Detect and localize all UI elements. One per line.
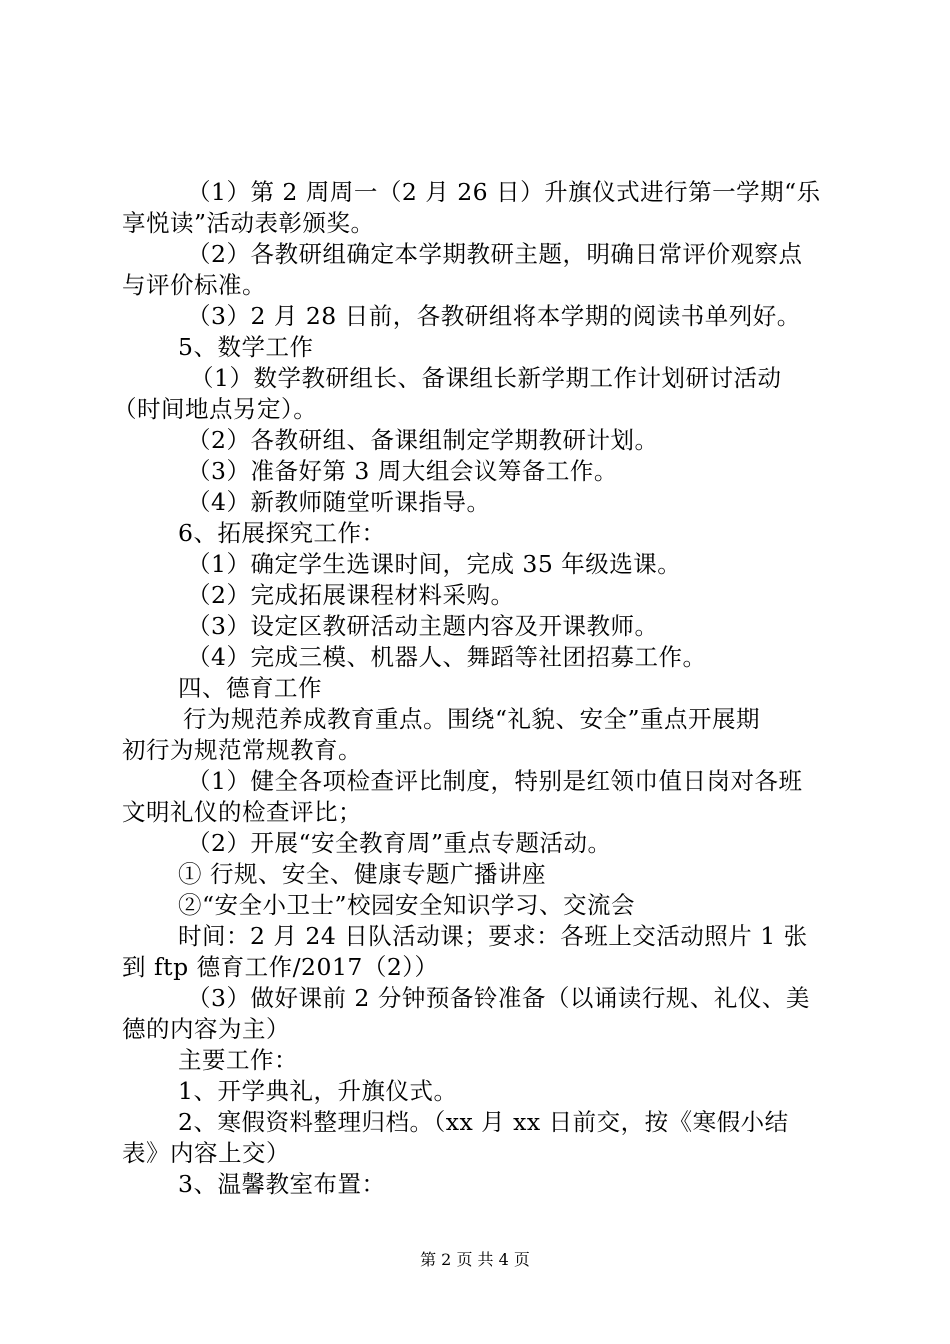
text-line-32: 表》内容上交） <box>122 1139 290 1167</box>
text-line-16: （4）完成三模、机器人、舞蹈等社团招募工作。 <box>187 643 707 671</box>
text-line-5: （3）2 月 28 日前，各教研组将本学期的阅读书单列好。 <box>187 302 801 330</box>
text-line-13: （1）确定学生选课时间，完成 35 年级选课。 <box>187 550 682 578</box>
page-footer: 第 2 页 共 4 页 <box>420 1250 530 1269</box>
text-line-25: 时间：2 月 24 日队活动课；要求：各班上交活动照片 1 张 <box>178 922 808 950</box>
text-line-29: 主要工作： <box>178 1046 298 1074</box>
text-line-23: ① 行规、安全、健康专题广播讲座 <box>178 860 546 888</box>
text-line-30: 1、开学典礼，升旗仪式。 <box>178 1077 458 1105</box>
text-line-2: 享悦读”活动表彰颁奖。 <box>122 209 375 237</box>
text-line-27: （3）做好课前 2 分钟预备铃准备（以诵读行规、礼仪、美 <box>187 984 810 1012</box>
text-line-33: 3、温馨教室布置： <box>178 1170 386 1198</box>
text-line-26: 到 ftp 德育工作/2017（2）） <box>122 953 439 981</box>
section-heading-extension: 6、拓展探究工作： <box>178 519 386 547</box>
text-line-19: 初行为规范常规教育。 <box>122 736 362 764</box>
text-line-22: （2）开展“安全教育周”重点专题活动。 <box>187 829 612 857</box>
text-line-28: 德的内容为主） <box>122 1015 290 1043</box>
text-line-14: （2）完成拓展课程材料采购。 <box>187 581 515 609</box>
text-line-7: （1）数学教研组长、备课组长新学期工作计划研讨活动 <box>190 364 782 392</box>
section-heading-moral: 四、德育工作 <box>178 674 322 702</box>
text-line-31: 2、寒假资料整理归档。（xx 月 xx 日前交，按《寒假小结 <box>178 1108 789 1136</box>
text-line-1: （1）第 2 周周一（2 月 26 日）升旗仪式进行第一学期“乐 <box>187 178 821 206</box>
text-line-21: 文明礼仪的检查评比； <box>122 798 362 826</box>
section-heading-math: 5、数学工作 <box>178 333 314 361</box>
text-line-8: （时间地点另定）。 <box>113 395 318 423</box>
text-line-11: （4）新教师随堂听课指导。 <box>187 488 491 516</box>
text-line-18: 行为规范养成教育重点。围绕“礼貌、安全”重点开展期 <box>183 705 761 733</box>
text-line-24: ②“安全小卫士”校园安全知识学习、交流会 <box>178 891 636 919</box>
text-line-9: （2）各教研组、备课组制定学期教研计划。 <box>187 426 659 454</box>
text-line-4: 与评价标准。 <box>122 271 266 299</box>
text-line-15: （3）设定区教研活动主题内容及开课教师。 <box>187 612 659 640</box>
text-line-10: （3）准备好第 3 周大组会议筹备工作。 <box>187 457 618 485</box>
text-line-3: （2）各教研组确定本学期教研主题，明确日常评价观察点 <box>187 240 803 268</box>
text-line-20: （1）健全各项检查评比制度，特别是红领巾值日岗对各班 <box>187 767 803 795</box>
